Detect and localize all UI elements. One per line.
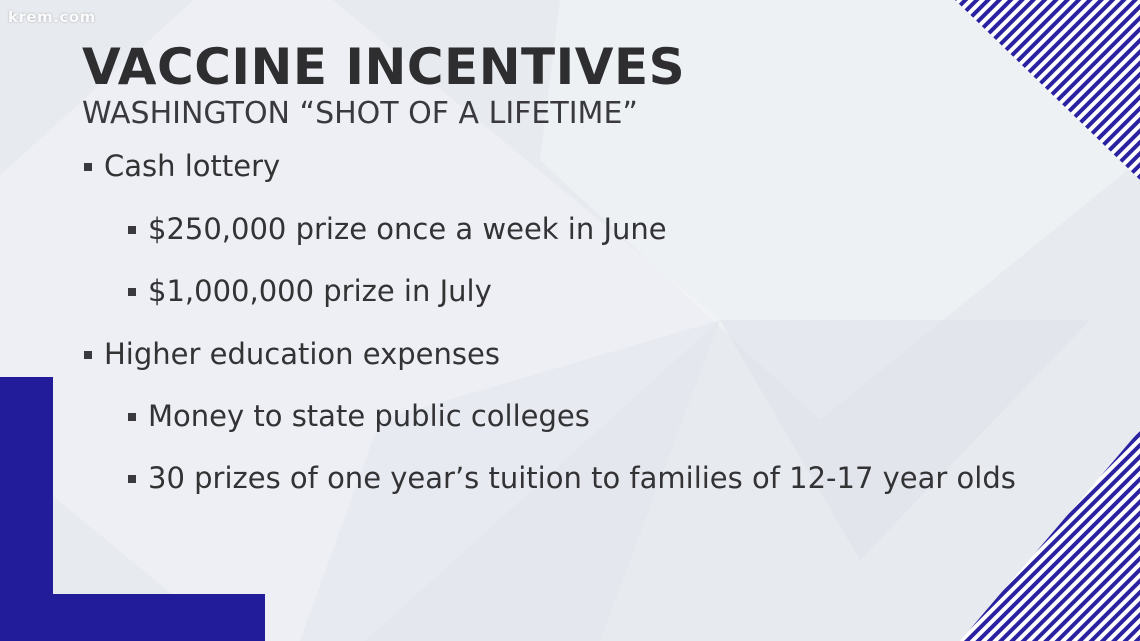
list-item-text: Money to state public colleges: [148, 399, 590, 433]
bullet-square-icon: [84, 351, 92, 359]
list-item-text: Cash lottery: [104, 149, 281, 183]
page-subtitle: WASHINGTON “SHOT OF A LIFETIME”: [82, 96, 638, 131]
bullet-square-icon: [128, 226, 136, 234]
list-item: [84, 149, 281, 183]
list-item: [84, 337, 500, 371]
bullet-square-icon: [128, 288, 136, 296]
bullet-square-icon: [128, 413, 136, 421]
station-watermark: krem.com: [8, 8, 96, 26]
list-item-text: $250,000 prize once a week in June: [148, 212, 667, 246]
list-item: [128, 461, 1016, 495]
list-item-text: $1,000,000 prize in July: [148, 274, 492, 308]
accent-block-bottom: [0, 594, 265, 641]
list-item-text: 30 prizes of one year’s tuition to families of 12-17 year olds: [148, 461, 1016, 495]
bullet-square-icon: [84, 163, 92, 171]
page-title: VACCINE INCENTIVES: [82, 38, 686, 96]
list-item: [128, 274, 492, 308]
list-item: [128, 212, 667, 246]
list-item: [128, 399, 590, 433]
stripe-pattern-top-right: [940, 0, 1140, 190]
bullet-square-icon: [128, 475, 136, 483]
list-item-text: Higher education expenses: [104, 337, 500, 371]
